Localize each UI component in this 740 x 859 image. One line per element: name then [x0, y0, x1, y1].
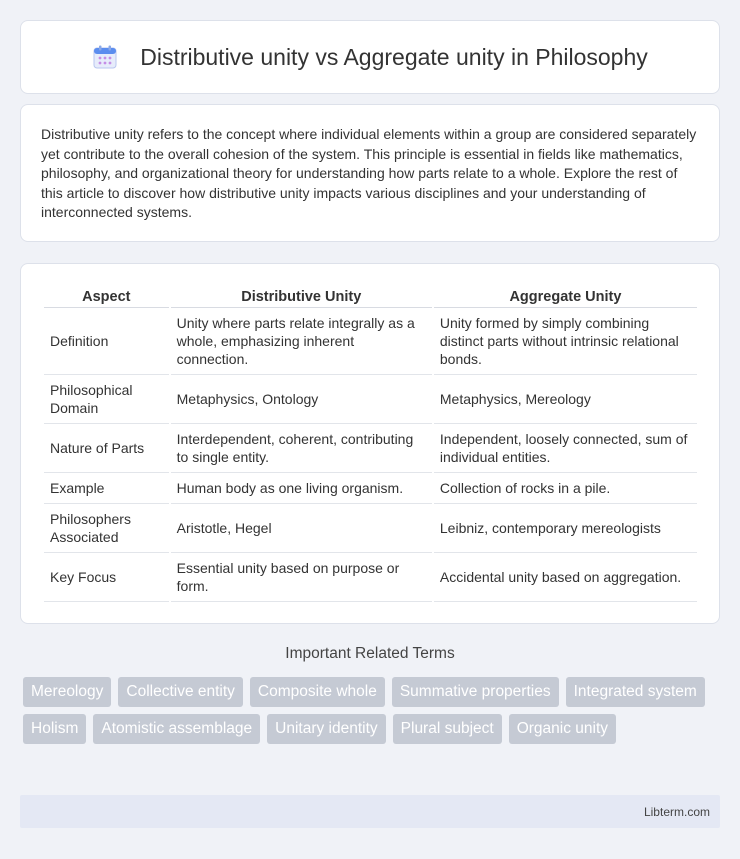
- related-term-tag[interactable]: Mereology: [23, 677, 111, 707]
- table-cell: Definition: [44, 308, 169, 375]
- table-cell: Independent, loosely connected, sum of individual entities.: [434, 424, 697, 473]
- related-term-tag[interactable]: Collective entity: [118, 677, 243, 707]
- related-terms-title: Important Related Terms: [285, 645, 455, 662]
- footer: [20, 795, 720, 828]
- related-term-tag[interactable]: Organic unity: [509, 714, 616, 744]
- related-terms-list: [23, 677, 723, 751]
- related-term-tag[interactable]: Atomistic assemblage: [93, 714, 260, 744]
- related-term-tag[interactable]: Composite whole: [250, 677, 385, 707]
- calendar-icon: [92, 44, 118, 70]
- column-header: Distributive Unity: [171, 284, 432, 308]
- table-row: [44, 473, 697, 504]
- related-term-tag[interactable]: Plural subject: [393, 714, 502, 744]
- column-header: Aggregate Unity: [434, 284, 697, 308]
- table-cell: Leibniz, contemporary mereologists: [434, 504, 697, 553]
- table-row: [44, 504, 697, 553]
- column-header: Aspect: [44, 284, 169, 308]
- table-row: [44, 553, 697, 602]
- table-row: [44, 375, 697, 424]
- related-term-tag[interactable]: Unitary identity: [267, 714, 386, 744]
- page-title: Distributive unity vs Aggregate unity in Philosophy: [140, 43, 648, 70]
- header: [92, 44, 648, 71]
- table-cell: Interdependent, coherent, contributing to single entity.: [171, 424, 432, 473]
- table-cell: Nature of Parts: [44, 424, 169, 473]
- intro-paragraph: Distributive unity refers to the concept where individual elements within a group are considered separately yet contribute to the overall cohesion of the system. This principle is essential in fields like mathematics, philosophy, and organizational theory for understanding how parts relate to a whole. Explore the rest of this article to discover how distributive unity impacts various disciplines and your understanding of interconnected systems.: [41, 126, 697, 221]
- comparison-table-card: [20, 263, 720, 624]
- related-term-tag[interactable]: Summative properties: [392, 677, 559, 707]
- table-header-row: [44, 284, 697, 308]
- table-cell: Metaphysics, Mereology: [434, 375, 697, 424]
- table-cell: Unity where parts relate integrally as a whole, emphasizing inherent connection.: [171, 308, 432, 375]
- table-cell: Human body as one living organism.: [171, 473, 432, 504]
- table-cell: Key Focus: [44, 553, 169, 602]
- table-cell: Metaphysics, Ontology: [171, 375, 432, 424]
- related-term-tag[interactable]: Integrated system: [566, 677, 705, 707]
- table-cell: Aristotle, Hegel: [171, 504, 432, 553]
- table-cell: Collection of rocks in a pile.: [434, 473, 697, 504]
- table-cell: Essential unity based on purpose or form.: [171, 553, 432, 602]
- related-term-tag[interactable]: Holism: [23, 714, 86, 744]
- table-row: [44, 308, 697, 375]
- table-cell: Accidental unity based on aggregation.: [434, 553, 697, 602]
- comparison-table: [42, 284, 699, 602]
- table-cell: Philosophers Associated: [44, 504, 169, 553]
- footer-site-link[interactable]: Libterm.com: [643, 804, 710, 819]
- intro-card: [20, 104, 720, 242]
- table-cell: Example: [44, 473, 169, 504]
- table-cell: Unity formed by simply combining distinct parts without intrinsic relational bonds.: [434, 308, 697, 375]
- header-card: [20, 20, 720, 94]
- table-cell: Philosophical Domain: [44, 375, 169, 424]
- table-row: [44, 424, 697, 473]
